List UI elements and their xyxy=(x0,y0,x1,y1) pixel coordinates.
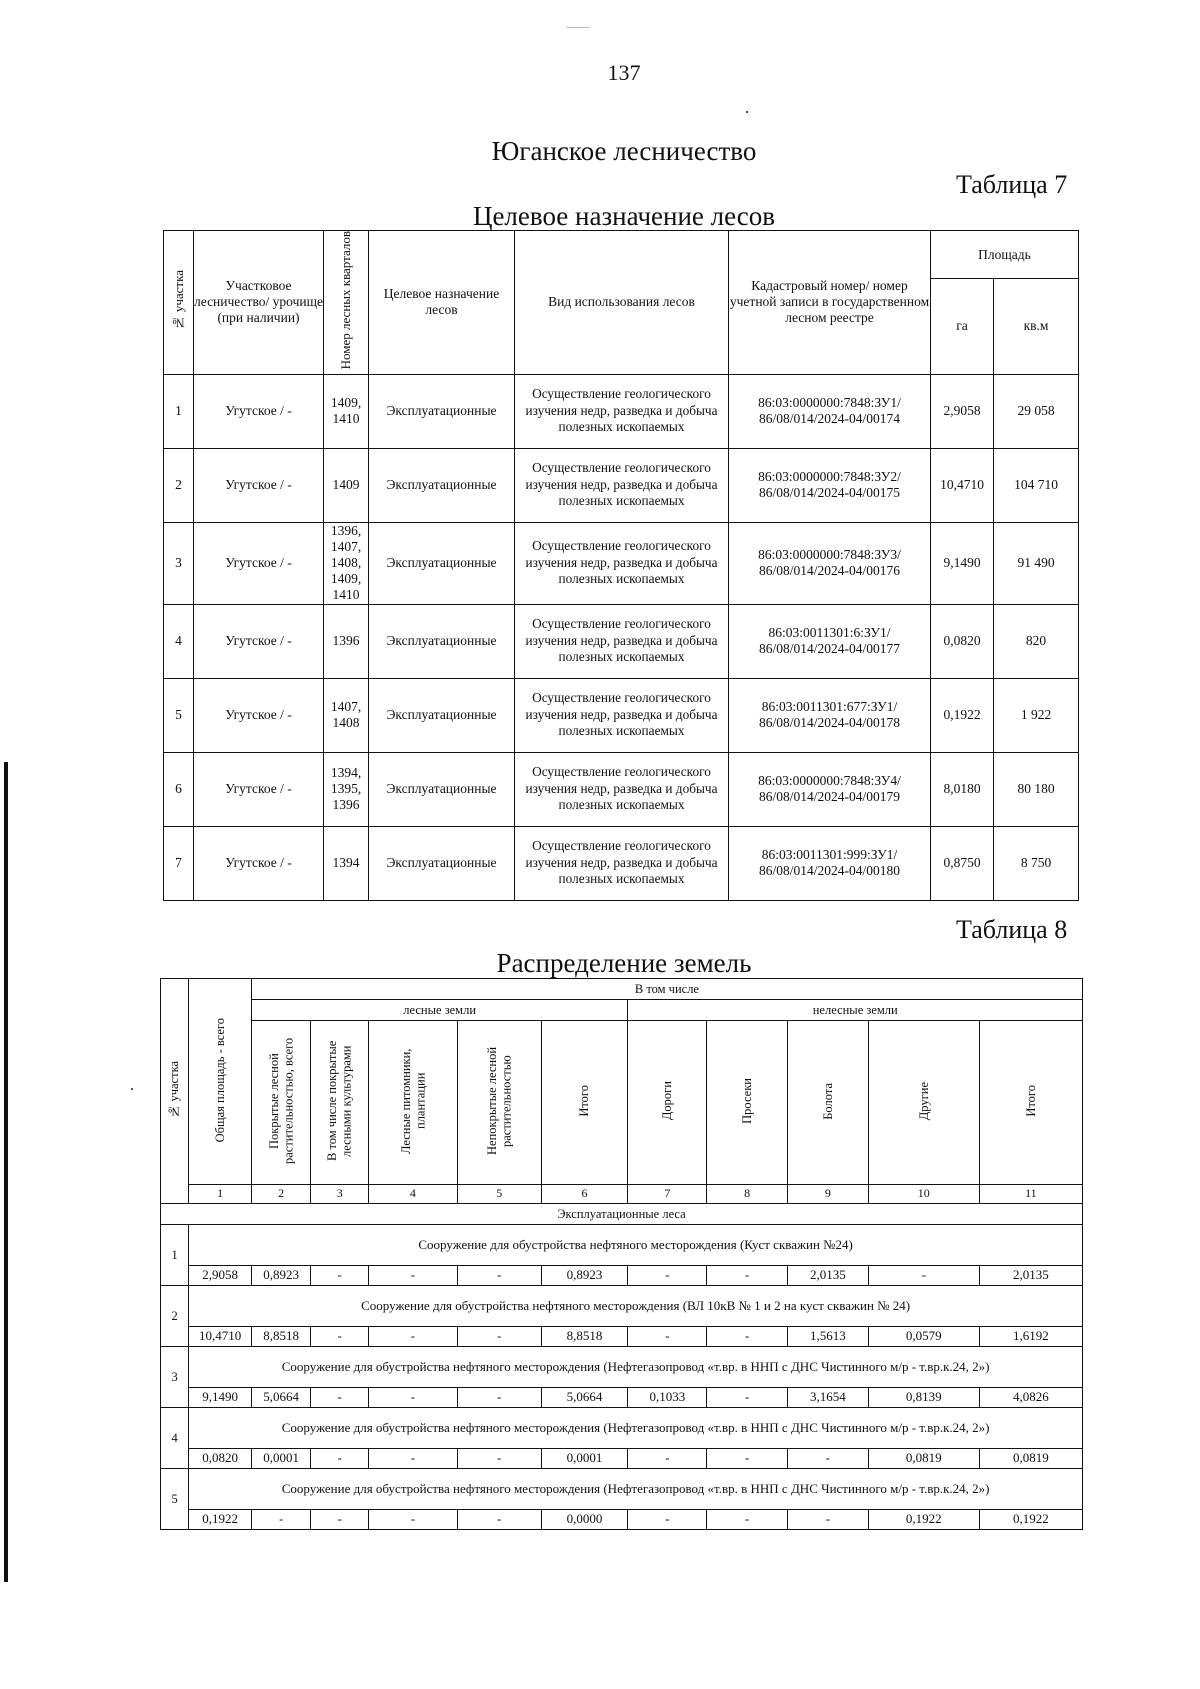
t7-cell-ha: 2,9058 xyxy=(931,374,994,448)
t7-cell-quarters: 1409 xyxy=(324,448,369,522)
t7-header-cadastral: Кадастровый номер/ номер учетной записи в государственном лесном реестре xyxy=(729,231,931,375)
t7-cell-purpose: Эксплуатационные xyxy=(369,604,515,678)
t7-cell-purpose: Эксплуатационные xyxy=(369,522,515,604)
t7-cell-use: Осуществление геологического изучения недр, разведка и добыча полезных ископаемых xyxy=(515,752,729,826)
t8-cell-value: - xyxy=(628,1449,707,1469)
t8-header-total: Общая площадь - всего xyxy=(189,979,252,1185)
t8-cell-value: - xyxy=(311,1266,369,1286)
t8-header-swamps: Болота xyxy=(787,1021,868,1185)
t7-row xyxy=(164,448,1079,522)
scan-speck xyxy=(746,111,748,113)
t8-cell-value: 2,0135 xyxy=(787,1266,868,1286)
table8-label: Таблица 8 xyxy=(956,915,1068,944)
t8-cell-value: - xyxy=(368,1510,457,1530)
t7-cell-sqm: 1 922 xyxy=(994,678,1079,752)
t7-row xyxy=(164,752,1079,826)
t7-cell-quarters: 1394 xyxy=(324,826,369,900)
t7-cell-use: Осуществление геологического изучения недр, разведка и добыча полезных ископаемых xyxy=(515,678,729,752)
t8-header-nonforest-lands: нелесные земли xyxy=(628,1000,1083,1021)
t8-cell-value: 5,0664 xyxy=(251,1388,311,1408)
t7-row xyxy=(164,374,1079,448)
t8-header-clearings: Просеки xyxy=(707,1021,788,1185)
t8-row-description xyxy=(161,1286,1083,1327)
t7-cell-sqm: 820 xyxy=(994,604,1079,678)
t7-cell-use: Осуществление геологического изучения недр, разведка и добыча полезных ископаемых xyxy=(515,522,729,604)
t7-cell-quarters: 1396 xyxy=(324,604,369,678)
t8-cell-value: 2,9058 xyxy=(189,1266,252,1286)
t8-header-uncovered: Непокрытые лесной растительностью xyxy=(457,1021,541,1185)
t7-cell-purpose: Эксплуатационные xyxy=(369,678,515,752)
t7-header-area: Площадь xyxy=(931,231,1079,279)
t7-cell-purpose: Эксплуатационные xyxy=(369,448,515,522)
t8-cell-value: 0,0820 xyxy=(189,1449,252,1469)
t8-column-number: 2 xyxy=(251,1185,311,1204)
t8-column-number: 11 xyxy=(979,1185,1082,1204)
t8-cell-value: 0,8923 xyxy=(541,1266,628,1286)
t7-cell-num: 4 xyxy=(164,604,194,678)
t8-cell-num: 4 xyxy=(161,1408,189,1469)
t8-cell-value: - xyxy=(787,1449,868,1469)
t8-cell-value: 3,1654 xyxy=(787,1388,868,1408)
scan-margin-bar xyxy=(4,762,8,1582)
t8-column-number: 4 xyxy=(368,1185,457,1204)
t7-cell-num: 5 xyxy=(164,678,194,752)
t8-cell-value: - xyxy=(368,1327,457,1347)
t8-cell-value: - xyxy=(707,1449,788,1469)
t8-row-description xyxy=(161,1408,1083,1449)
t7-row xyxy=(164,522,1079,604)
t8-cell-value: - xyxy=(787,1510,868,1530)
t8-row-values xyxy=(161,1266,1083,1286)
t7-cell-quarters: 1409, 1410 xyxy=(324,374,369,448)
t8-header-nonforest-total: Итого xyxy=(979,1021,1082,1185)
t8-column-number: 9 xyxy=(787,1185,868,1204)
t7-header-purpose: Целевое назначение лесов xyxy=(369,231,515,375)
t8-row-values xyxy=(161,1327,1083,1347)
t7-cell-cadastral: 86:03:0000000:7848:ЗУ4/ 86/08/014/2024-04/00179 xyxy=(729,752,931,826)
table8-title: Распределение земель xyxy=(496,948,752,978)
t7-cell-ha: 8,0180 xyxy=(931,752,994,826)
t8-row-description xyxy=(161,1347,1083,1388)
t8-cell-value: 0,0000 xyxy=(541,1510,628,1530)
t7-cell-use: Осуществление геологического изучения недр, разведка и добыча полезных ископаемых xyxy=(515,374,729,448)
t7-cell-ha: 10,4710 xyxy=(931,448,994,522)
t8-cell-value: 5,0664 xyxy=(541,1388,628,1408)
t8-cell-value: - xyxy=(311,1327,369,1347)
t7-cell-sqm: 8 750 xyxy=(994,826,1079,900)
t7-cell-sqm: 104 710 xyxy=(994,448,1079,522)
t7-cell-use: Осуществление геологического изучения недр, разведка и добыча полезных ископаемых xyxy=(515,448,729,522)
t7-cell-forestry: Угутское / - xyxy=(194,448,324,522)
t7-cell-cadastral: 86:03:0011301:999:ЗУ1/ 86/08/014/2024-04/00180 xyxy=(729,826,931,900)
t7-cell-sqm: 80 180 xyxy=(994,752,1079,826)
t8-cell-value: - xyxy=(707,1510,788,1530)
t8-cell-value: - xyxy=(311,1510,369,1530)
forest-purpose-table xyxy=(163,230,1079,901)
land-distribution-table xyxy=(160,978,1083,1530)
t8-cell-value: - xyxy=(368,1449,457,1469)
t8-header-including: В том числе xyxy=(251,979,1082,1000)
t8-cell-value: 8,8518 xyxy=(251,1327,311,1347)
t8-cell-value: 9,1490 xyxy=(189,1388,252,1408)
t8-header-forest-total: Итого xyxy=(541,1021,628,1185)
t7-cell-use: Осуществление геологического изучения недр, разведка и добыча полезных ископаемых xyxy=(515,604,729,678)
t8-cell-value: - xyxy=(707,1327,788,1347)
t8-row-description xyxy=(161,1469,1083,1510)
t7-cell-num: 1 xyxy=(164,374,194,448)
page-number: 137 xyxy=(607,60,641,85)
t8-cell-value: 0,0001 xyxy=(251,1449,311,1469)
t8-cell-value: 1,6192 xyxy=(979,1327,1082,1347)
t7-cell-forestry: Угутское / - xyxy=(194,604,324,678)
t7-cell-forestry: Угутское / - xyxy=(194,752,324,826)
t7-cell-forestry: Угутское / - xyxy=(194,374,324,448)
t7-cell-cadastral: 86:03:0011301:677:ЗУ1/ 86/08/014/2024-04/00178 xyxy=(729,678,931,752)
t7-header-ha: га xyxy=(931,279,994,374)
t7-cell-cadastral: 86:03:0011301:6:ЗУ1/ 86/08/014/2024-04/00177 xyxy=(729,604,931,678)
t8-cell-value: 0,0819 xyxy=(979,1449,1082,1469)
t8-cell-value: - xyxy=(251,1510,311,1530)
t8-header-cultures: В том числе покрытые лесными культурами xyxy=(311,1021,369,1185)
t7-cell-quarters: 1394, 1395, 1396 xyxy=(324,752,369,826)
t7-cell-num: 2 xyxy=(164,448,194,522)
t7-cell-use: Осуществление геологического изучения недр, разведка и добыча полезных ископаемых xyxy=(515,826,729,900)
t8-cell-value: 0,1922 xyxy=(979,1510,1082,1530)
t8-column-number: 7 xyxy=(628,1185,707,1204)
t8-row-values xyxy=(161,1388,1083,1408)
t8-cell-value: 0,1033 xyxy=(628,1388,707,1408)
t8-cell-desc: Сооружение для обустройства нефтяного месторождения (Куст скважин №24) xyxy=(189,1225,1083,1266)
t7-cell-cadastral: 86:03:0000000:7848:ЗУ2/ 86/08/014/2024-04/00175 xyxy=(729,448,931,522)
t8-cell-value: - xyxy=(628,1510,707,1530)
t8-column-number: 3 xyxy=(311,1185,369,1204)
t8-cell-value: 1,5613 xyxy=(787,1327,868,1347)
table7-title: Целевое назначение лесов xyxy=(472,201,776,231)
t8-cell-value: - xyxy=(457,1449,541,1469)
t8-cell-num: 3 xyxy=(161,1347,189,1408)
t8-section-title: Эксплуатационные леса xyxy=(161,1204,1083,1225)
t8-cell-value: - xyxy=(457,1388,541,1408)
t8-column-number: 5 xyxy=(457,1185,541,1204)
t7-cell-forestry: Угутское / - xyxy=(194,522,324,604)
t7-cell-sqm: 91 490 xyxy=(994,522,1079,604)
t7-header-forestry: Участковое лесничество/ урочище (при наличии) xyxy=(194,231,324,375)
t8-cell-desc: Сооружение для обустройства нефтяного месторождения (Нефтегазопровод «т.вр. в ННП с ДНС Чистинного м/р - т.вр.к.24, 2») xyxy=(189,1347,1083,1388)
t7-cell-ha: 9,1490 xyxy=(931,522,994,604)
t8-header-roads: Дороги xyxy=(628,1021,707,1185)
t8-cell-value: 0,8923 xyxy=(251,1266,311,1286)
t7-cell-cadastral: 86:03:0000000:7848:ЗУ3/ 86/08/014/2024-04/00176 xyxy=(729,522,931,604)
t8-row-values xyxy=(161,1510,1083,1530)
t7-cell-purpose: Эксплуатационные xyxy=(369,752,515,826)
t8-cell-value: 4,0826 xyxy=(979,1388,1082,1408)
t8-cell-value: - xyxy=(457,1327,541,1347)
t7-cell-forestry: Угутское / - xyxy=(194,678,324,752)
t7-cell-ha: 0,0820 xyxy=(931,604,994,678)
t7-cell-purpose: Эксплуатационные xyxy=(369,374,515,448)
t7-cell-quarters: 1396, 1407, 1408, 1409, 1410 xyxy=(324,522,369,604)
t8-cell-value: 0,8139 xyxy=(868,1388,979,1408)
t8-header-covered: Покрытые лесной растительностью, всего xyxy=(251,1021,311,1185)
t8-cell-value: - xyxy=(368,1266,457,1286)
t8-cell-value: - xyxy=(628,1327,707,1347)
t7-cell-purpose: Эксплуатационные xyxy=(369,826,515,900)
t8-column-number: 8 xyxy=(707,1185,788,1204)
t8-column-number: 1 xyxy=(189,1185,252,1204)
t8-cell-value: - xyxy=(868,1266,979,1286)
t8-header-other: Другие xyxy=(868,1021,979,1185)
t7-cell-cadastral: 86:03:0000000:7848:ЗУ1/ 86/08/014/2024-04/00174 xyxy=(729,374,931,448)
t7-cell-ha: 0,1922 xyxy=(931,678,994,752)
t7-header-use: Вид использования лесов xyxy=(515,231,729,375)
t7-header-num: № участка xyxy=(164,231,194,375)
scan-artifact-line xyxy=(566,27,590,28)
t8-cell-value: - xyxy=(311,1449,369,1469)
t7-header-sqm: кв.м xyxy=(994,279,1079,374)
forestry-heading: Юганское лесничество xyxy=(491,136,757,166)
t8-cell-value: - xyxy=(457,1510,541,1530)
t8-header-forest-lands: лесные земли xyxy=(251,1000,628,1021)
t7-row xyxy=(164,604,1079,678)
t7-row xyxy=(164,678,1079,752)
t8-row-values xyxy=(161,1449,1083,1469)
t7-cell-num: 6 xyxy=(164,752,194,826)
t8-cell-value: 0,1922 xyxy=(868,1510,979,1530)
t8-header-nurseries: Лесные питомники, плантации xyxy=(368,1021,457,1185)
t8-cell-value: - xyxy=(707,1388,788,1408)
t7-header-quarters: Номер лесных кварталов xyxy=(324,231,369,375)
t8-column-number: 6 xyxy=(541,1185,628,1204)
t8-cell-value: - xyxy=(368,1388,457,1408)
t8-cell-desc: Сооружение для обустройства нефтяного месторождения (Нефтегазопровод «т.вр. в ННП с ДНС Чистинного м/р - т.вр.к.24, 2») xyxy=(189,1408,1083,1449)
t7-cell-num: 7 xyxy=(164,826,194,900)
table7-label: Таблица 7 xyxy=(956,170,1068,199)
t7-cell-num: 3 xyxy=(164,522,194,604)
t8-cell-value: 0,0819 xyxy=(868,1449,979,1469)
t7-cell-ha: 0,8750 xyxy=(931,826,994,900)
t8-cell-value: 2,0135 xyxy=(979,1266,1082,1286)
t8-cell-value: - xyxy=(311,1388,369,1408)
t8-cell-value: 0,1922 xyxy=(189,1510,252,1530)
t8-header-num: № участка xyxy=(161,979,189,1204)
t8-cell-num: 1 xyxy=(161,1225,189,1286)
t8-cell-desc: Сооружение для обустройства нефтяного месторождения (ВЛ 10кВ № 1 и 2 на куст скважин № 24) xyxy=(189,1286,1083,1327)
t8-cell-value: - xyxy=(457,1266,541,1286)
scan-speck xyxy=(131,1088,133,1090)
t8-cell-num: 2 xyxy=(161,1286,189,1347)
t8-cell-num: 5 xyxy=(161,1469,189,1530)
t8-cell-value: 8,8518 xyxy=(541,1327,628,1347)
t8-column-number: 10 xyxy=(868,1185,979,1204)
t8-cell-value: - xyxy=(628,1266,707,1286)
t8-row-description xyxy=(161,1225,1083,1266)
t7-cell-sqm: 29 058 xyxy=(994,374,1079,448)
t7-cell-quarters: 1407, 1408 xyxy=(324,678,369,752)
t8-cell-value: 10,4710 xyxy=(189,1327,252,1347)
t8-cell-value: 0,0579 xyxy=(868,1327,979,1347)
t7-row xyxy=(164,826,1079,900)
t7-cell-forestry: Угутское / - xyxy=(194,826,324,900)
t8-cell-desc: Сооружение для обустройства нефтяного месторождения (Нефтегазопровод «т.вр. в ННП с ДНС Чистинного м/р - т.вр.к.24, 2») xyxy=(189,1469,1083,1510)
t8-cell-value: - xyxy=(707,1266,788,1286)
t8-cell-value: 0,0001 xyxy=(541,1449,628,1469)
